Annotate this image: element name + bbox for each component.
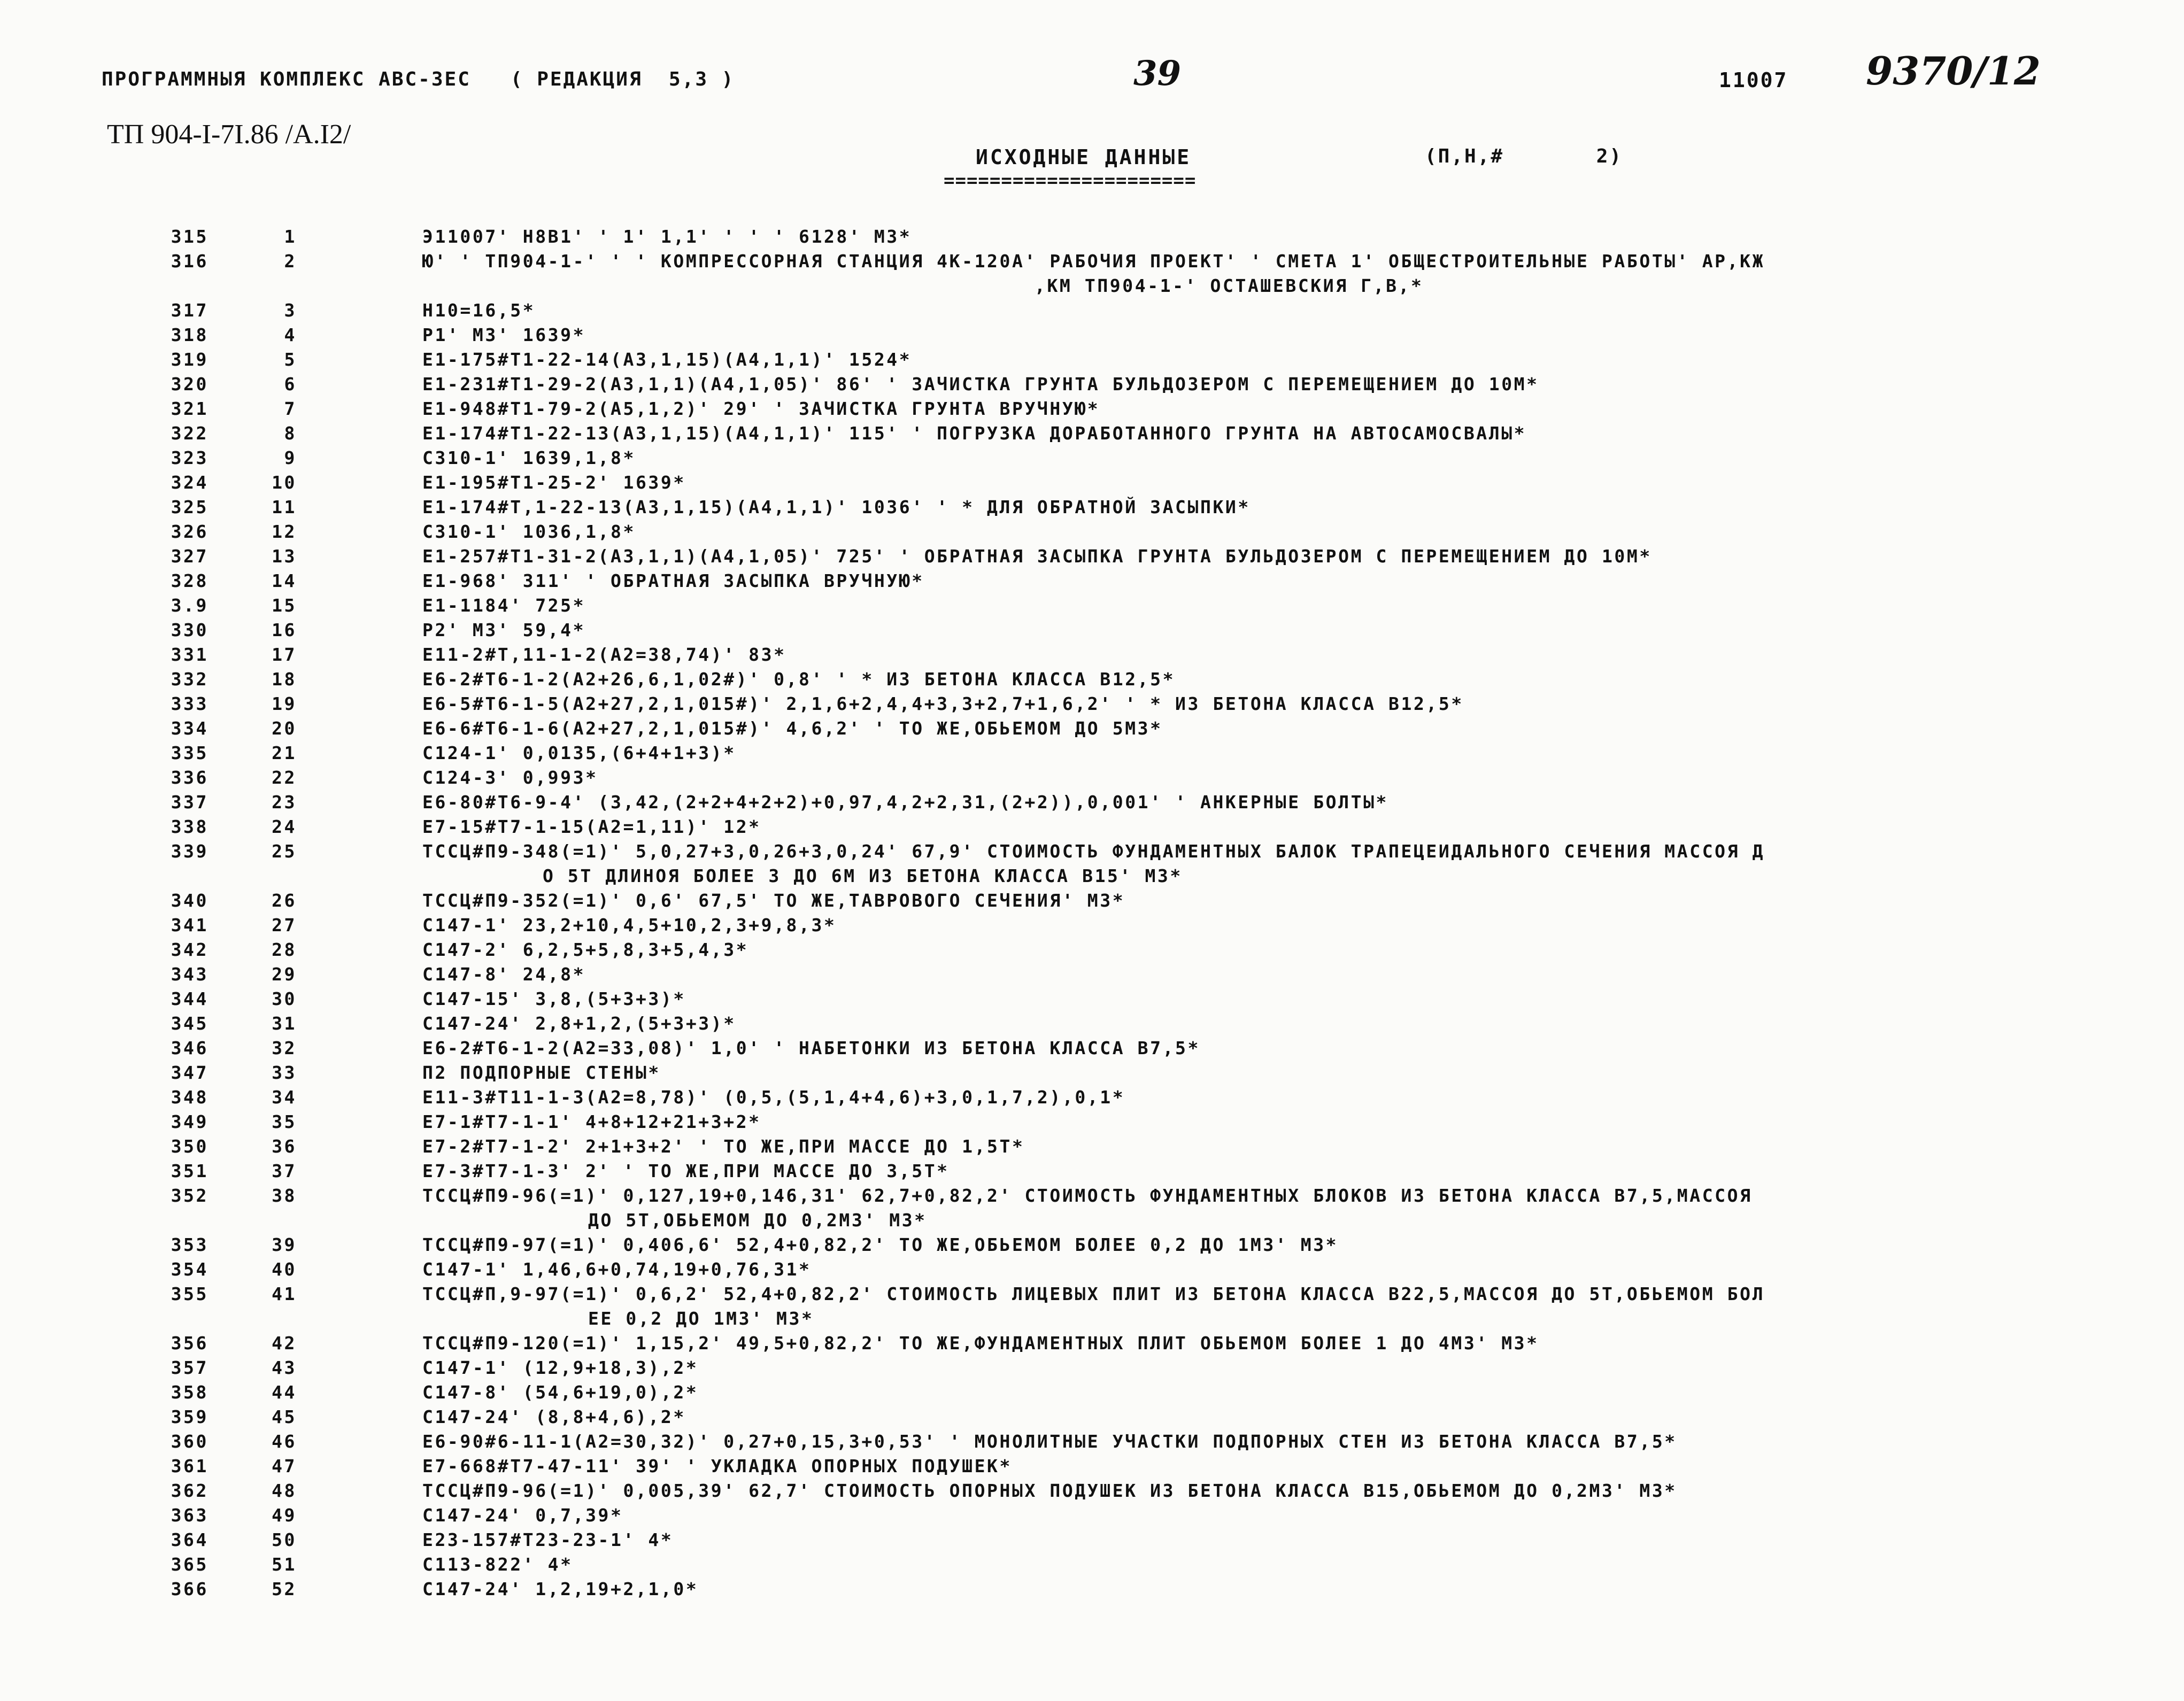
program-title: ПРОГРАММНЫЯ КОМПЛЕКС АВС-ЗЕС ( РЕДАКЦИЯ 5,3 ) (102, 68, 735, 90)
listing-row (0, 1405, 2184, 1429)
record-text: Е6-5#Т6-1-5(А2+27,2,1,015#)' 2,1,6+2,4,4+3,3+2,7+1,6,2' ' * ИЗ БЕТОНА КЛАССА В12,5* (422, 693, 1464, 714)
record-index: 37 (272, 1161, 297, 1181)
line-number: 366 (171, 1579, 209, 1599)
record-text: Е11-3#Т11-1-3(А2=8,78)' (0,5,(5,1,4+4,6)+3,0,1,7,2),0,1* (422, 1087, 1125, 1108)
listing-row (0, 347, 2184, 372)
record-text: Ю' ' ТП904-1-' ' ' КОМПРЕССОРНАЯ СТАНЦИЯ 4К-120А' РАБОЧИЯ ПРОЕКТ' ' СМЕТА 1' ОБЩЕСТРОИТЕЛЬНЫЕ РАБОТЫ' АР,КЖ (422, 251, 1765, 272)
line-number: 334 (171, 718, 209, 739)
listing-row (0, 766, 2184, 790)
line-number: 332 (171, 669, 209, 690)
record-index: 42 (272, 1333, 297, 1354)
listing-row (0, 1577, 2184, 1602)
record-text: Е6-2#Т6-1-2(А2=33,08)' 1,0' ' НАБЕТОНКИ ИЗ БЕТОНА КЛАССА В7,5* (422, 1038, 1200, 1058)
record-index: 20 (272, 718, 297, 739)
record-index: 47 (272, 1456, 297, 1476)
record-text: Е1-195#Т1-25-2' 1639* (422, 472, 686, 493)
record-text: ТССЦ#П9-352(=1)' 0,6' 67,5' ТО ЖЕ,ТАВРОВОГО СЕЧЕНИЯ' М3* (422, 890, 1125, 911)
line-number: 337 (171, 792, 209, 813)
section-params: (П,Н,# 2) (1425, 145, 1623, 167)
record-text-continuation: ЕЕ 0,2 ДО 1М3' М3* (588, 1308, 814, 1329)
line-number: 320 (171, 374, 209, 395)
listing-row (0, 1233, 2184, 1257)
line-number: 3.9 (171, 595, 209, 616)
listing-row (0, 888, 2184, 913)
record-index: 23 (272, 792, 297, 813)
listing-row (0, 1184, 2184, 1233)
record-index: 43 (272, 1357, 297, 1378)
record-index: 5 (284, 349, 297, 370)
record-text: С310-1' 1639,1,8* (422, 447, 636, 468)
line-number: 349 (171, 1111, 209, 1132)
record-index: 16 (272, 620, 297, 640)
record-index: 30 (272, 988, 297, 1009)
record-index: 17 (272, 644, 297, 665)
listing-row (0, 987, 2184, 1011)
record-index: 33 (272, 1062, 297, 1083)
record-text: П2 ПОДПОРНЫЕ СТЕНЫ* (422, 1062, 661, 1083)
record-index: 18 (272, 669, 297, 690)
record-text: Е6-2#Т6-1-2(А2+26,6,1,02#)' 0,8' ' * ИЗ БЕТОНА КЛАССА В12,5* (422, 669, 1176, 690)
record-text: Р2' М3' 59,4* (422, 620, 586, 640)
record-index: 36 (272, 1136, 297, 1157)
line-number: 342 (171, 939, 209, 960)
record-text: ТССЦ#П9-120(=1)' 1,15,2' 49,5+0,82,2' ТО ЖЕ,ФУНДАМЕНТНЫХ ПЛИТ ОБЬЕМОМ БОЛЕЕ 1 ДО 4М3' М3* (422, 1333, 1539, 1354)
line-number: 327 (171, 546, 209, 567)
record-index: 9 (284, 447, 297, 468)
record-index: 52 (272, 1579, 297, 1599)
record-index: 14 (272, 570, 297, 591)
listing-row (0, 839, 2184, 888)
listing-row (0, 520, 2184, 544)
record-text: С147-15' 3,8,(5+3+3)* (422, 988, 686, 1009)
record-text-continuation: ,КМ ТП904-1-' ОСТАШЕВСКИЯ Г,В,* (1035, 275, 1424, 296)
listing-row (0, 938, 2184, 962)
line-number: 354 (171, 1259, 209, 1280)
record-text: С147-24' (8,8+4,6),2* (422, 1406, 686, 1427)
listing-row (0, 249, 2184, 298)
line-number: 324 (171, 472, 209, 493)
line-number: 336 (171, 767, 209, 788)
record-text: С147-1' 23,2+10,4,5+10,2,3+9,8,3* (422, 915, 837, 935)
record-text: Е7-2#Т7-1-2' 2+1+3+2' ' ТО ЖЕ,ПРИ МАССЕ ДО 1,5Т* (422, 1136, 1025, 1157)
record-index: 51 (272, 1554, 297, 1575)
listing-row (0, 495, 2184, 520)
line-number: 358 (171, 1382, 209, 1403)
listing-row (0, 790, 2184, 815)
line-number: 323 (171, 447, 209, 468)
listing-row (0, 643, 2184, 667)
record-text: Е6-90#6-11-1(А2=30,32)' 0,27+0,15,3+0,53' ' МОНОЛИТНЫЕ УЧАСТКИ ПОДПОРНЫХ СТЕН ИЗ БЕТОНА КЛАССА В7,5* (422, 1431, 1677, 1452)
record-text: Е1-174#Т,1-22-13(А3,1,15)(А4,1,1)' 1036' ' * ДЛЯ ОБРАТНОЙ ЗАСЫПКИ* (422, 497, 1251, 517)
record-index: 26 (272, 890, 297, 911)
listing-row (0, 372, 2184, 397)
section-title: ИСХОДНЫЕ ДАННЫЕ (976, 145, 1192, 169)
record-index: 12 (272, 521, 297, 542)
data-listing (0, 225, 2184, 1602)
record-index: 28 (272, 939, 297, 960)
record-index: 6 (284, 374, 297, 395)
listing-row (0, 298, 2184, 323)
record-index: 2 (284, 251, 297, 272)
listing-row (0, 1528, 2184, 1552)
line-number: 339 (171, 841, 209, 862)
record-text: Е7-1#Т7-1-1' 4+8+12+21+3+2* (422, 1111, 761, 1132)
program-code: 11007 (1719, 68, 1788, 92)
line-number: 344 (171, 988, 209, 1009)
record-index: 7 (284, 398, 297, 419)
record-text: Е7-668#Т7-47-11' 39' ' УКЛАДКА ОПОРНЫХ ПОДУШЕК* (422, 1456, 1012, 1476)
line-number: 346 (171, 1038, 209, 1058)
line-number: 364 (171, 1529, 209, 1550)
record-text: Е1-1184' 725* (422, 595, 586, 616)
handwritten-number: 9370/12 (1866, 48, 2041, 94)
line-number: 365 (171, 1554, 209, 1575)
record-index: 34 (272, 1087, 297, 1108)
record-text: ТССЦ#П9-96(=1)' 0,127,19+0,146,31' 62,7+0,82,2' СТОИМОСТЬ ФУНДАМЕНТНЫХ БЛОКОВ ИЗ БЕТОНА КЛАССА В7,5,МАССОЯ (422, 1185, 1753, 1206)
line-number: 348 (171, 1087, 209, 1108)
record-index: 41 (272, 1284, 297, 1304)
listing-row (0, 1110, 2184, 1134)
record-text: С113-822' 4* (422, 1554, 573, 1575)
listing-row (0, 1061, 2184, 1085)
listing-row (0, 692, 2184, 716)
listing-row (0, 323, 2184, 347)
record-index: 38 (272, 1185, 297, 1206)
listing-row (0, 397, 2184, 421)
record-text: Е1-257#Т1-31-2(А3,1,1)(А4,1,05)' 725' ' ОБРАТНАЯ ЗАСЫПКА ГРУНТА БУЛЬДОЗЕРОМ С ПЕРЕМЕЩЕНИЕМ ДО 10М* (422, 546, 1652, 567)
record-text: С147-24' 1,2,19+2,1,0* (422, 1579, 699, 1599)
listing-row (0, 618, 2184, 643)
record-index: 11 (272, 497, 297, 517)
record-text-continuation: ДО 5Т,ОБЬЕМОМ ДО 0,2М3' М3* (588, 1210, 927, 1231)
record-index: 48 (272, 1480, 297, 1501)
record-text-continuation: О 5Т ДЛИНОЯ БОЛЕЕ 3 ДО 6М ИЗ БЕТОНА КЛАССА В15' М3* (543, 865, 1183, 886)
listing-row (0, 544, 2184, 569)
listing-row (0, 741, 2184, 766)
record-text: Е7-15#Т7-1-15(А2=1,11)' 12* (422, 816, 761, 837)
line-number: 322 (171, 423, 209, 444)
record-text: ТССЦ#П,9-97(=1)' 0,6,2' 52,4+0,82,2' СТОИМОСТЬ ЛИЦЕВЫХ ПЛИТ ИЗ БЕТОНА КЛАССА В22,5,МАССОЯ ДО 5Т,ОБЬЕМОМ БОЛ (422, 1284, 1765, 1304)
record-text: ТССЦ#П9-348(=1)' 5,0,27+3,0,26+3,0,24' 67,9' СТОИМОСТЬ ФУНДАМЕНТНЫХ БАЛОК ТРАПЕЦЕИДАЛЬНОГО СЕЧЕНИЯ МАССОЯ Д (422, 841, 1765, 862)
record-index: 8 (284, 423, 297, 444)
record-text: Е1-231#Т1-29-2(А3,1,1)(А4,1,05)' 86' ' ЗАЧИСТКА ГРУНТА БУЛЬДОЗЕРОМ С ПЕРЕМЕЩЕНИЕМ ДО 10М* (422, 374, 1539, 395)
record-index: 24 (272, 816, 297, 837)
line-number: 317 (171, 300, 209, 321)
listing-row (0, 1134, 2184, 1159)
line-number: 315 (171, 226, 209, 247)
record-index: 3 (284, 300, 297, 321)
listing-row (0, 1454, 2184, 1479)
record-text: Е1-175#Т1-22-14(А3,1,15)(А4,1,1)' 1524* (422, 349, 912, 370)
line-number: 345 (171, 1013, 209, 1034)
listing-row (0, 1479, 2184, 1503)
line-number: 343 (171, 964, 209, 985)
line-number: 338 (171, 816, 209, 837)
line-number: 316 (171, 251, 209, 272)
page-number: 39 (1133, 53, 1182, 94)
record-index: 25 (272, 841, 297, 862)
record-text: С147-1' 1,46,6+0,74,19+0,76,31* (422, 1259, 812, 1280)
record-index: 35 (272, 1111, 297, 1132)
record-text: ТССЦ#П9-97(=1)' 0,406,6' 52,4+0,82,2' ТО ЖЕ,ОБЬЕМОМ БОЛЕЕ 0,2 ДО 1М3' М3* (422, 1234, 1339, 1255)
record-text: Е6-6#Т6-1-6(А2+27,2,1,015#)' 4,6,2' ' ТО ЖЕ,ОБЬЕМОМ ДО 5М3* (422, 718, 1163, 739)
listing-row (0, 716, 2184, 741)
line-number: 360 (171, 1431, 209, 1452)
record-text: Э11007' Н8В1' ' 1' 1,1' ' ' ' 6128' М3* (422, 226, 912, 247)
record-index: 29 (272, 964, 297, 985)
record-index: 50 (272, 1529, 297, 1550)
record-index: 22 (272, 767, 297, 788)
record-index: 44 (272, 1382, 297, 1403)
document-stamp: ТП 904-I-7I.86 /А.I2/ (107, 119, 351, 150)
listing-row (0, 470, 2184, 495)
record-text: С124-1' 0,0135,(6+4+1+3)* (422, 743, 736, 763)
record-text: Е1-174#Т1-22-13(А3,1,15)(А4,1,1)' 115' ' ПОГРУЗКА ДОРАБОТАННОГО ГРУНТА НА АВТОСАМОСВАЛЫ* (422, 423, 1527, 444)
line-number: 357 (171, 1357, 209, 1378)
line-number: 340 (171, 890, 209, 911)
line-number: 359 (171, 1406, 209, 1427)
record-text: С147-24' 0,7,39* (422, 1505, 623, 1526)
record-index: 19 (272, 693, 297, 714)
listing-row (0, 962, 2184, 987)
listing-row (0, 667, 2184, 692)
record-index: 32 (272, 1038, 297, 1058)
record-text: С310-1' 1036,1,8* (422, 521, 636, 542)
line-number: 318 (171, 324, 209, 345)
line-number: 326 (171, 521, 209, 542)
record-index: 45 (272, 1406, 297, 1427)
line-number: 347 (171, 1062, 209, 1083)
line-number: 355 (171, 1284, 209, 1304)
record-text: С147-1' (12,9+18,3),2* (422, 1357, 699, 1378)
record-text: Е7-3#Т7-1-3' 2' ' ТО ЖЕ,ПРИ МАССЕ ДО 3,5Т* (422, 1161, 950, 1181)
section-underline: ====================== (944, 170, 1197, 191)
record-text: ТССЦ#П9-96(=1)' 0,005,39' 62,7' СТОИМОСТЬ ОПОРНЫХ ПОДУШЕК ИЗ БЕТОНА КЛАССА В15,ОБЬЕМОМ ДО 0,2М3' М3* (422, 1480, 1677, 1501)
line-number: 331 (171, 644, 209, 665)
line-number: 363 (171, 1505, 209, 1526)
line-number: 353 (171, 1234, 209, 1255)
listing-row (0, 1011, 2184, 1036)
record-index: 49 (272, 1505, 297, 1526)
record-text: Е11-2#Т,11-1-2(А2=38,74)' 83* (422, 644, 786, 665)
listing-row (0, 1356, 2184, 1380)
line-number: 321 (171, 398, 209, 419)
listing-row (0, 1429, 2184, 1454)
record-index: 10 (272, 472, 297, 493)
record-text: С124-3' 0,993* (422, 767, 598, 788)
listing-row (0, 913, 2184, 938)
line-number: 351 (171, 1161, 209, 1181)
record-index: 27 (272, 915, 297, 935)
line-number: 350 (171, 1136, 209, 1157)
listing-row (0, 1552, 2184, 1577)
record-text: Е6-80#Т6-9-4' (3,42,(2+2+4+2+2)+0,97,4,2+2,31,(2+2)),0,001' ' АНКЕРНЫЕ БОЛТЫ* (422, 792, 1389, 813)
listing-row (0, 1503, 2184, 1528)
record-text: С147-8' 24,8* (422, 964, 586, 985)
record-text: С147-8' (54,6+19,0),2* (422, 1382, 699, 1403)
record-text: Е1-948#Т1-79-2(А5,1,2)' 29' ' ЗАЧИСТКА ГРУНТА ВРУЧНУЮ* (422, 398, 1100, 419)
line-number: 325 (171, 497, 209, 517)
record-text: Е1-968' 311' ' ОБРАТНАЯ ЗАСЫПКА ВРУЧНУЮ* (422, 570, 924, 591)
line-number: 341 (171, 915, 209, 935)
line-number: 319 (171, 349, 209, 370)
line-number: 362 (171, 1480, 209, 1501)
listing-row (0, 225, 2184, 249)
record-index: 15 (272, 595, 297, 616)
record-index: 1 (284, 226, 297, 247)
record-text: Н10=16,5* (422, 300, 536, 321)
line-number: 356 (171, 1333, 209, 1354)
record-index: 31 (272, 1013, 297, 1034)
listing-row (0, 421, 2184, 446)
record-text: Е23-157#Т23-23-1' 4* (422, 1529, 674, 1550)
record-index: 21 (272, 743, 297, 763)
record-text: Р1' М3' 1639* (422, 324, 586, 345)
record-text: С147-24' 2,8+1,2,(5+3+3)* (422, 1013, 736, 1034)
listing-row (0, 1257, 2184, 1282)
line-number: 330 (171, 620, 209, 640)
listing-row (0, 1282, 2184, 1331)
line-number: 335 (171, 743, 209, 763)
line-number: 361 (171, 1456, 209, 1476)
line-number: 333 (171, 693, 209, 714)
record-index: 40 (272, 1259, 297, 1280)
listing-row (0, 815, 2184, 839)
listing-row (0, 1085, 2184, 1110)
record-index: 46 (272, 1431, 297, 1452)
listing-row (0, 593, 2184, 618)
listing-row (0, 446, 2184, 470)
listing-row (0, 569, 2184, 593)
record-index: 13 (272, 546, 297, 567)
line-number: 352 (171, 1185, 209, 1206)
record-text: С147-2' 6,2,5+5,8,3+5,4,3* (422, 939, 749, 960)
record-index: 39 (272, 1234, 297, 1255)
listing-row (0, 1036, 2184, 1061)
listing-row (0, 1331, 2184, 1356)
listing-row (0, 1159, 2184, 1184)
record-index: 4 (284, 324, 297, 345)
listing-row (0, 1380, 2184, 1405)
line-number: 328 (171, 570, 209, 591)
